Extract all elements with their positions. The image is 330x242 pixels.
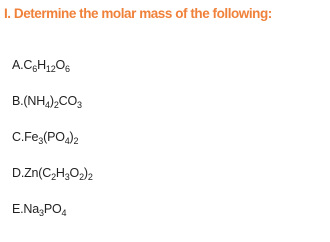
formula-subscript: 2 (53, 100, 59, 110)
formula-item-c (12, 130, 93, 166)
page-title: I. Determine the molar mass of the following: (4, 6, 272, 21)
formula-subscript: 4 (64, 136, 70, 146)
formula-text: C.Fe (12, 130, 39, 144)
formula-text: E.Na (12, 202, 39, 216)
formula-item-b (12, 94, 93, 130)
formula-subscript: 6 (32, 64, 38, 74)
formula-text: O (55, 58, 66, 72)
formula-subscript: 2 (51, 172, 56, 182)
formula-subscript: 3 (39, 208, 44, 218)
formula-text: CO (58, 94, 77, 108)
formula-subscript: 3 (76, 100, 82, 110)
formula-subscript: 3 (38, 136, 44, 146)
formula-subscript: 4 (61, 208, 67, 218)
formula-subscript: 3 (64, 172, 70, 182)
formula-text: ) (69, 130, 74, 144)
formula-item-a (12, 58, 93, 94)
formula-text: A.C (12, 58, 33, 72)
formula-text: D.Zn(C (12, 166, 52, 180)
formula-text: PO (43, 202, 62, 216)
formula-subscript: 2 (73, 136, 79, 146)
formula-subscript: 12 (45, 64, 56, 74)
formula-subscript: 6 (65, 64, 70, 74)
formula-subscript: 2 (87, 172, 93, 182)
formula-text: B.(NH (12, 94, 46, 108)
formula-item-d (12, 166, 93, 202)
formula-item-e (12, 202, 93, 238)
formula-text: ) (83, 166, 88, 180)
formula-text: H (55, 166, 65, 180)
formula-text: H (37, 58, 46, 72)
formula-text: ) (49, 94, 54, 108)
formula-subscript: 4 (45, 100, 50, 110)
formula-text: O (69, 166, 80, 180)
formula-text: (PO (43, 130, 65, 144)
formula-subscript: 2 (79, 172, 84, 182)
formula-list (12, 58, 93, 238)
